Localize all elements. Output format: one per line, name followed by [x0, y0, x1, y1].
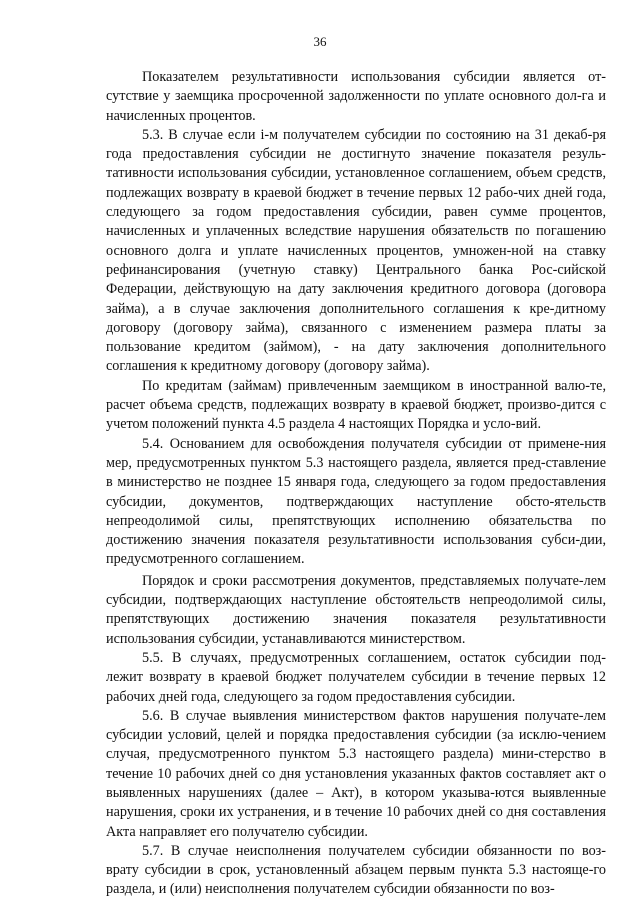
- paragraph-review-procedure: Порядок и сроки рассмотрения документов, представляемых получате-лем субсидии, подтверждающих наступление обстоятельств непреодолимой силы, препятствующих достижению значения показателя результативности использования субсидии, устанавливаются министерством.: [106, 572, 606, 647]
- paragraph-clause-5-3: 5.3. В случае если i-м получателем субсидии по состоянию на 31 декаб-ря года предоставления субсидии не достигнуто значение показателя резуль-тативности использования субсидии, установленное соглашением, объем средств, подлежащих возврату в краевой бюджет в течение первых 12 рабо-чих дней года, следующего за годом предоставления субсидии, равен сумме процентов, начисленных и уплаченных вследствие нарушения обязательств по погашению основного долга и уплате начисленных процентов, умножен-ной на ставку рефинансирования (учетную ставку) Центрального банка Рос-сийской Федерации, действующую на дату заключения кредитного договора (договора займа), а в случае заключения дополнительного соглашения к кре-дитному договору (договору займа), связанного с изменением размера платы за пользование кредитом (займом), - на дату заключения дополнительного соглашения к кредитному договору (договору займа).: [106, 126, 606, 375]
- paragraph-foreign-currency-loans: По кредитам (займам) привлеченным заемщиком в иностранной валю-те, расчет объема средств, подлежащих возврату в краевой бюджет, произво-дится с учетом положений пункта 4.5 раздела 4 настоящих Порядка и усло-вий.: [106, 377, 606, 433]
- page-number: 36: [313, 34, 327, 49]
- paragraph-clause-5-7: 5.7. В случае неисполнения получателем субсидии обязанности по воз-врату субсидии в срок, установленный абзацем первым пункта 5.3 настояще-го раздела, и (или) неисполнения получателем субсидии обязанности по воз-: [106, 842, 606, 898]
- document-body: [106, 68, 606, 900]
- paragraph-clause-5-5: 5.5. В случаях, предусмотренных соглашением, остаток субсидии под-лежит возврату в краевой бюджет получателем субсидии в течение первых 12 рабочих дней года, следующего за годом предоставления субсидии.: [106, 649, 606, 705]
- paragraph-clause-5-6: 5.6. В случае выявления министерством фактов нарушения получате-лем субсидии условий, целей и порядка предоставления субсидии (за исклю-чением случая, предусмотренного пунктом 5.3 настоящего раздела) мини-стерство в течение 10 рабочих дней со дня установления указанных фактов составляет акт о выявленных нарушениях (далее – Акт), в котором указыва-ются выявленные нарушения, сроки их устранения, и в течение 10 рабочих дней со дня составления Акта направляет его получателю субсидии.: [106, 707, 606, 840]
- paragraph-performance-indicator: Показателем результативности использования субсидии является от-сутствие у заемщика просроченной задолженности по уплате основного дол-га и начисленных процентов.: [106, 69, 606, 124]
- paragraph-clause-5-4: 5.4. Основанием для освобождения получателя субсидии от примене-ния мер, предусмотренных пунктом 5.3 настоящего раздела, является пред-ставление в министерство не позднее 15 января года, следующего за годом предоставления субсидии, документов, подтверждающих наступление обсто-ятельств непреодолимой силы, препятствующих исполнению обязательства по достижению значения показателя результативности использования субси-дии, предусмотренного соглашением.: [106, 435, 606, 568]
